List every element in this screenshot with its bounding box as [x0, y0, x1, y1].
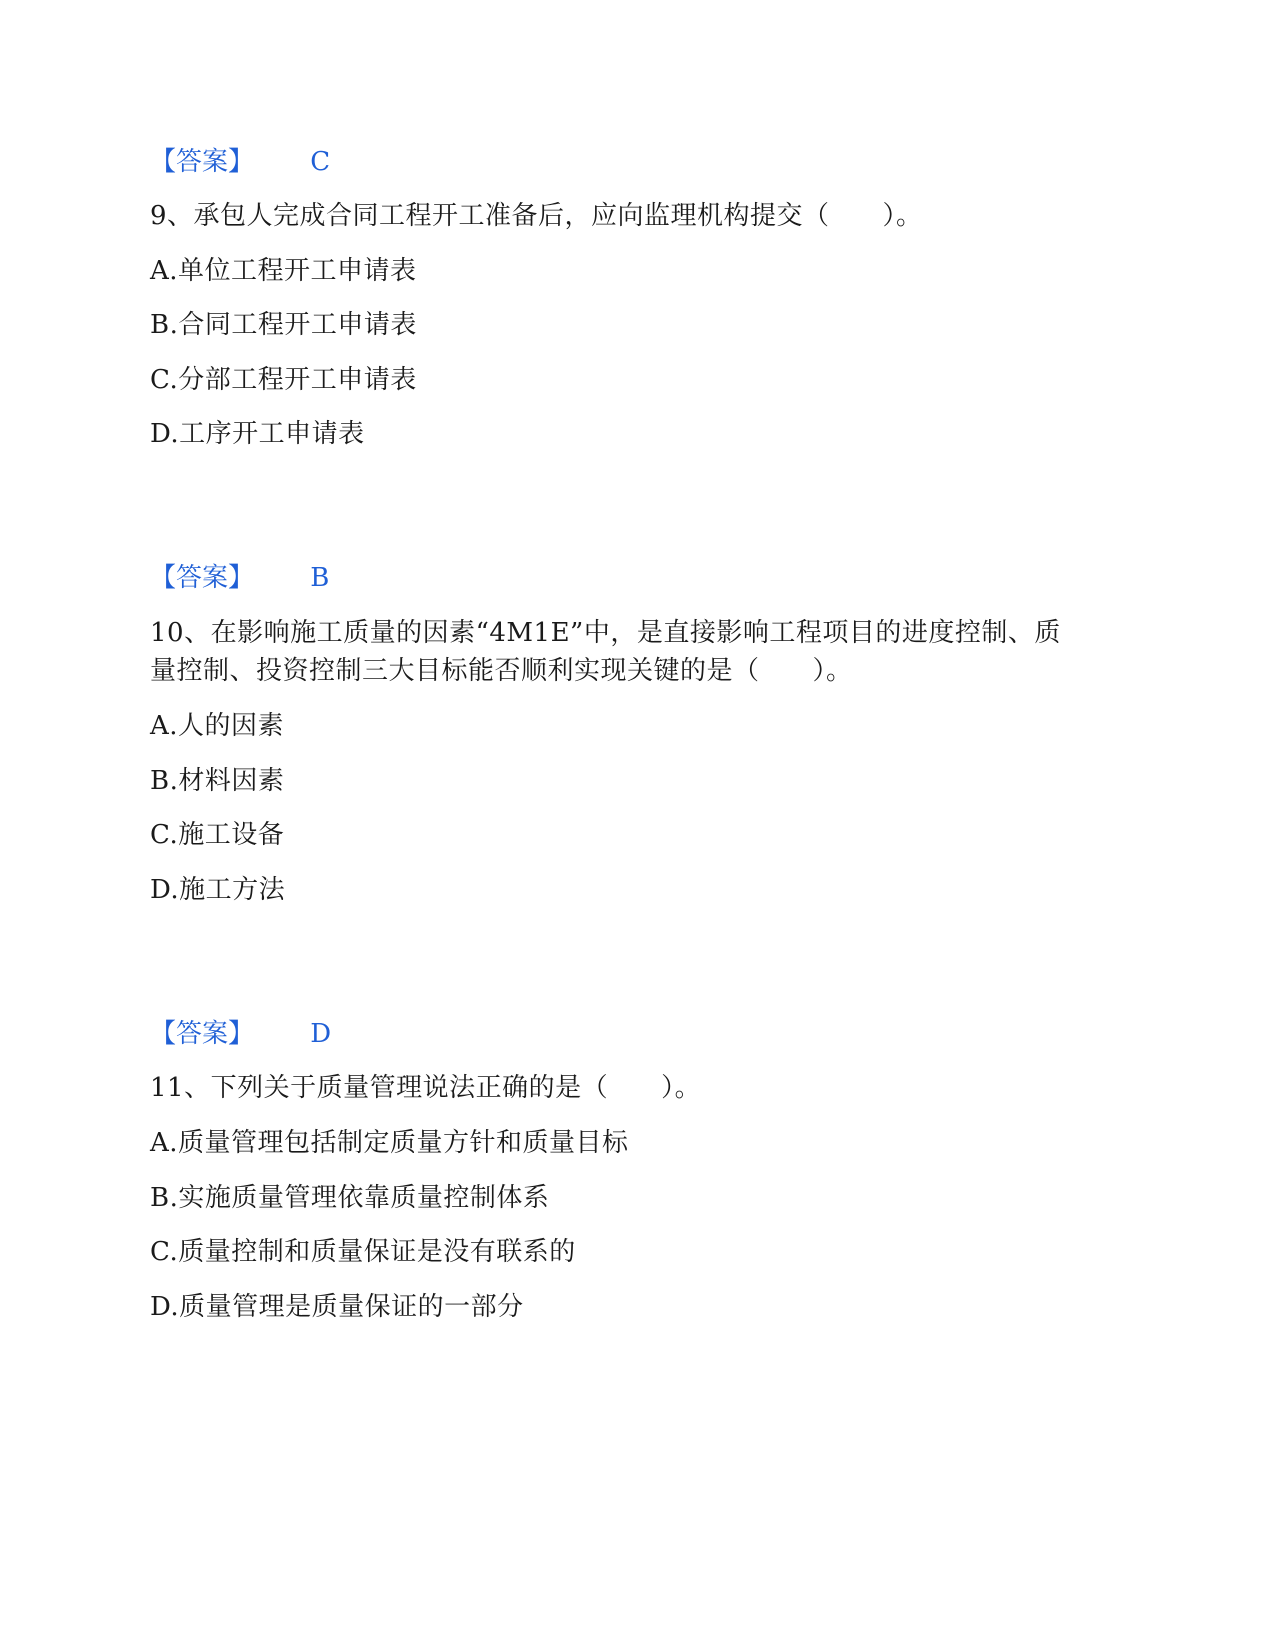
question-9-option-b: B.合同工程开工申请表: [150, 310, 417, 340]
answer-line-2: [150, 562, 329, 594]
question-9-option-a: A.单位工程开工申请表: [150, 256, 417, 286]
question-10-text-line-2: 量控制、投资控制三大目标能否顺利实现关键的是（ ）。: [150, 656, 853, 686]
question-11-text: 11、下列关于质量管理说法正确的是（ ）。: [150, 1073, 702, 1103]
question-10-option-c: C.施工设备: [150, 820, 285, 850]
answer-label: 【答案】: [150, 563, 255, 593]
question-10-option-a: A.人的因素: [150, 711, 285, 741]
question-11-option-c: C.质量控制和质量保证是没有联系的: [150, 1237, 576, 1267]
question-10-text-line-1: 10、在影响施工质量的因素“4M1E”中，是直接影响工程项目的进度控制、质: [150, 618, 1061, 648]
question-9-text: 9、承包人完成合同工程开工准备后，应向监理机构提交（ ）。: [150, 201, 923, 231]
answer-value: C: [310, 147, 331, 177]
question-11-option-b: B.实施质量管理依靠质量控制体系: [150, 1183, 550, 1213]
question-11-option-d: D.质量管理是质量保证的一部分: [150, 1292, 524, 1322]
question-9-option-c: C.分部工程开工申请表: [150, 365, 417, 395]
answer-label: 【答案】: [150, 147, 255, 177]
answer-label: 【答案】: [150, 1019, 255, 1049]
question-10-option-d: D.施工方法: [150, 875, 286, 905]
answer-value: B: [310, 563, 330, 593]
question-11-option-a: A.质量管理包括制定质量方针和质量目标: [150, 1128, 629, 1158]
question-10-option-b: B.材料因素: [150, 766, 285, 796]
answer-value: D: [310, 1019, 332, 1049]
question-9-option-d: D.工序开工申请表: [150, 419, 365, 449]
answer-line-3: [150, 1018, 331, 1050]
answer-line-1: [150, 146, 330, 178]
